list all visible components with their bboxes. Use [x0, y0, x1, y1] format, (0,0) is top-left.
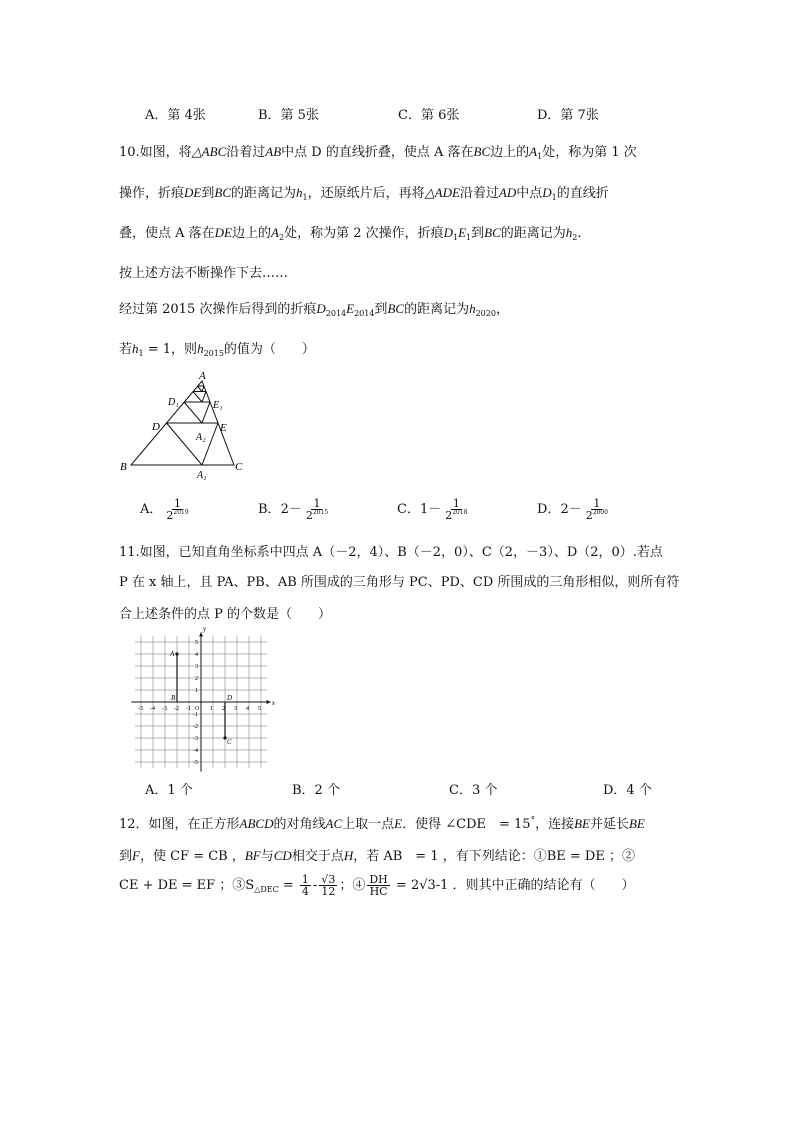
label-d1: D₁ — [168, 397, 179, 408]
label-a1: A₁ — [197, 470, 207, 481]
q10-line3: 叠，使点 A 落在DE边上的$A_2$处，称为第 2 次操作，折痕$D_1E_1$到BC的距离记为$h_2$． — [119, 225, 591, 242]
x-tick-label: 3 — [234, 706, 237, 712]
label-a2: A₂ — [196, 432, 206, 443]
q11-option-c: C．3 个 — [449, 783, 498, 798]
q11-coordinate-grid — [135, 625, 280, 770]
x-tick-label: -2 — [174, 706, 179, 712]
q10-line1: 10.如图，将△ABC沿着过AB中点 D 的直线折叠，使点 A 落在BC边上的$A_1$处，称为第 1 次 — [119, 144, 637, 161]
q11-option-b: B．2 个 — [292, 783, 340, 798]
q10-option-b: B．2－ $\frac{1}{2^{2015}}$ — [258, 497, 329, 522]
label-d: D — [152, 421, 160, 433]
q10-option-c: C．1－ $\frac{1}{2^{2018}}$ — [397, 497, 468, 522]
q9-option-c: C．第 6张 — [398, 108, 460, 123]
q11-option-d: D．4 个 — [603, 783, 652, 798]
q11-option-a: A．1 个 — [145, 783, 193, 798]
point-label-b: B — [171, 694, 176, 702]
y-tick-label: -3 — [193, 736, 198, 742]
point-a — [175, 652, 178, 655]
x-tick-label: 4 — [246, 706, 249, 712]
q10-option-a: A． $\frac{1}{2^{2019}}$ — [140, 497, 189, 522]
x-tick-label: -1 — [186, 706, 191, 712]
q9-option-d: D．第 7张 — [537, 108, 599, 123]
x-tick-label: -4 — [150, 706, 155, 712]
point-label-d: D — [227, 694, 233, 702]
y-tick-label: 5 — [195, 640, 198, 646]
q11-line3: 合上述条件的点 P 的个数是（ ） — [119, 607, 332, 622]
x-tick-label: 5 — [258, 706, 261, 712]
y-tick-label: 2 — [195, 676, 198, 682]
y-tick-label: 3 — [195, 664, 198, 670]
q10-option-d: D．2－ $\frac{1}{2^{2000}}$ — [537, 497, 608, 522]
y-tick-label: -5 — [193, 760, 198, 766]
x-tick-label: -3 — [162, 706, 167, 712]
q9-option-b: B．第 5张 — [258, 108, 319, 123]
q12-line3: CE + DE = EF ；$③S_{\triangle DEC}$ = $\frac{1}{4}$ - $\frac{√3}{12}$ ；④ $\frac{DH}{HC}$ = 2√3-1 ．则其中正确的结论有（ ） — [119, 873, 635, 898]
x-tick-label: -5 — [138, 706, 143, 712]
y-tick-label: -4 — [193, 748, 198, 754]
y-tick-label: 1 — [195, 688, 198, 694]
label-c: C — [235, 461, 243, 473]
x-tick-label: 2 — [222, 706, 225, 712]
x-axis-label: x — [271, 699, 275, 707]
x-axis-arrow — [267, 700, 271, 704]
q12-line1: 12．如图，在正方形ABCD的对角线AC上取一点E．使得 ∠CDE = 15°，连接BE并延长BE — [119, 816, 645, 832]
q10-line5: 经过第 2015 次操作后得到的折痕$D_{2014}E_{2014}$到BC的距离记为$h_{2020}$， — [119, 301, 509, 318]
q12-line2: 到F，使 CF = CB ，BF与CD相交于点H，若 AB = 1 ，有下列结论：①BE = DE ；② — [119, 848, 635, 864]
y-tick-label: -2 — [193, 724, 198, 730]
x-tick-label: O — [195, 706, 200, 712]
q10-line6: 若$h_1 = 1$，则$h_{2015}$的值为（ ） — [119, 341, 315, 358]
label-e: E — [220, 422, 227, 434]
y-tick-label: 4 — [195, 652, 198, 658]
q11-line2: P 在 x 轴上，且 PA、PB、AB 所围成的三角形与 PC、PD、CD 所围成的三角形相似，则所有符 — [119, 575, 680, 590]
q10-triangle-figure — [118, 370, 253, 482]
y-axis-label: y — [203, 625, 207, 634]
q11-line1: 11.如图，已知直角坐标系中四点 A（－2，4）、B（－2，0）、C（2，－3）、D（2，0）.若点 — [119, 545, 663, 560]
label-a: A — [199, 370, 206, 382]
q10-line2: 操作，折痕DE到BC的距离记为$h_1$，还原纸片后，再将△ADE沿着过AD中点$D_1$的直线折 — [119, 185, 609, 202]
label-e1: E₁ — [213, 400, 223, 411]
label-b: B — [120, 461, 127, 473]
point-label-c: C — [227, 738, 232, 746]
q10-line4: 按上述方法不断操作下去…… — [119, 266, 289, 281]
q9-option-a: A．第 4张 — [145, 108, 206, 123]
x-tick-label: 1 — [210, 706, 213, 712]
y-tick-label: -1 — [193, 712, 198, 718]
point-label-a: A — [170, 650, 175, 658]
